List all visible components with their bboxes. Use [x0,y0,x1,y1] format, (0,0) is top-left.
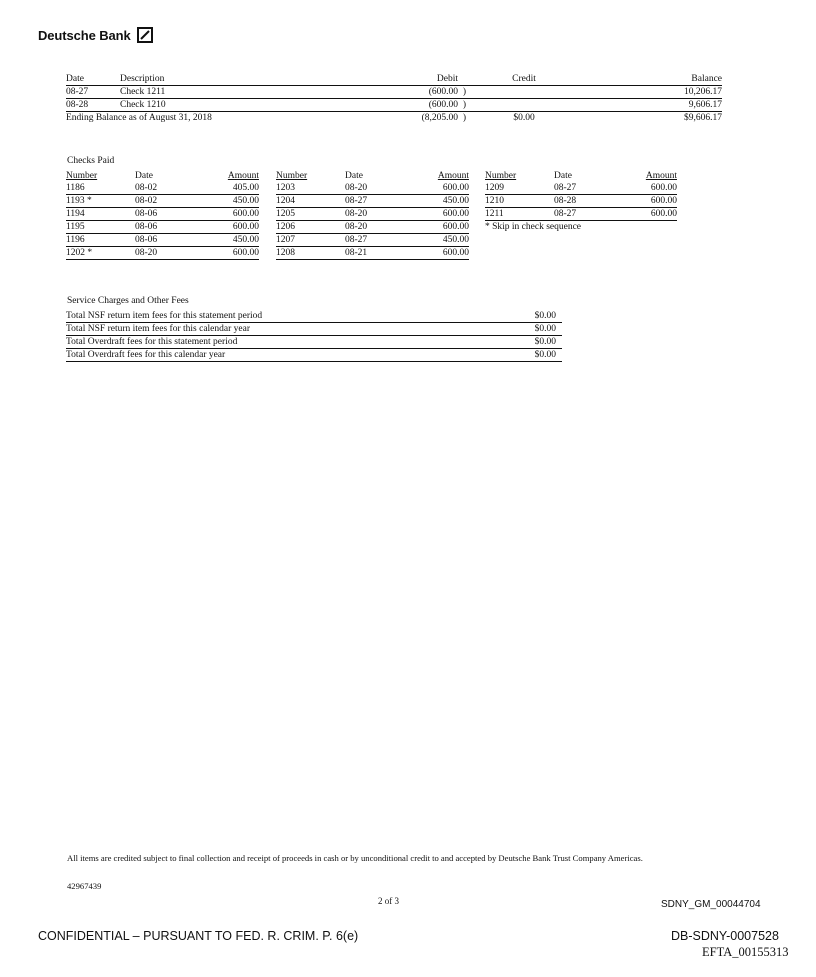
fee-row [66,336,562,349]
check-number: 1204 [276,196,295,206]
transactions-table [66,73,722,124]
check-row [66,208,259,221]
check-amount: 600.00 [650,183,677,193]
col-credit-header: Credit [512,74,536,84]
check-amount: 450.00 [232,196,259,206]
check-amount: 405.00 [232,183,259,193]
deutsche-bank-slash-icon [137,27,153,43]
ending-balance-label: Ending Balance as of August 31, 2018 [66,113,212,123]
check-date: 08-27 [345,235,368,245]
check-number: 1202 * [66,248,93,258]
check-date: 08-20 [345,222,368,232]
check-date: 08-06 [135,222,158,232]
deutsche-bank-logo [38,27,153,43]
transaction-debit: (600.00 ) [428,87,466,97]
page-number: 2 of 3 [378,896,399,906]
fee-value: $0.00 [534,350,556,360]
check-amount: 450.00 [232,235,259,245]
check-number: 1209 [485,183,504,193]
fee-label: Total NSF return item fees for this statement period [66,311,263,321]
check-number-header: Number [66,171,98,181]
check-number: 1207 [276,235,295,245]
check-number: 1210 [485,196,504,206]
checks-paid-title: Checks Paid [67,156,115,166]
check-date: 08-02 [135,196,158,206]
check-row [66,182,259,195]
check-date: 08-21 [345,248,368,258]
transaction-row [66,86,722,99]
check-row [276,247,469,260]
fee-row [66,349,562,362]
check-row [66,234,259,247]
check-date-header: Date [345,171,363,181]
transaction-row [66,99,722,112]
check-date: 08-02 [135,183,158,193]
transaction-debit: (600.00 ) [428,100,466,110]
check-amount: 600.00 [442,209,469,219]
transaction-balance: 9,606.17 [688,100,722,110]
check-number: 1194 [66,209,85,219]
check-amount: 600.00 [232,248,259,258]
check-amount: 450.00 [442,196,469,206]
check-number: 1195 [66,222,85,232]
checks-header-row [485,170,677,182]
check-row [276,208,469,221]
check-number: 1208 [276,248,295,258]
check-amount: 600.00 [650,196,677,206]
check-date: 08-20 [345,209,368,219]
check-number-header: Number [276,171,308,181]
fee-label: Total Overdraft fees for this statement period [66,337,238,347]
ending-balance-value: $9,606.17 [684,113,722,123]
check-row [485,208,677,221]
fee-value: $0.00 [534,337,556,347]
brand-name: Deutsche Bank [38,27,131,43]
check-number: 1196 [66,235,85,245]
check-date: 08-27 [554,183,577,193]
check-number: 1211 [485,209,504,219]
col-balance-header: Balance [691,74,722,84]
fees-table [66,310,562,362]
check-row [485,182,677,195]
ending-credit-total: $0.00 [513,113,535,123]
fee-label: Total NSF return item fees for this calendar year [66,324,250,334]
transaction-description: Check 1211 [120,87,166,97]
bates-efta: EFTA_00155313 [702,945,789,959]
bates-db: DB-SDNY-0007528 [671,929,779,943]
check-row [276,221,469,234]
check-number: 1206 [276,222,295,232]
check-date: 08-20 [135,248,158,258]
ending-balance-row [66,112,722,124]
check-date-header: Date [135,171,153,181]
check-date: 08-27 [345,196,368,206]
check-row [485,195,677,208]
check-amount: 600.00 [442,183,469,193]
fee-label: Total Overdraft fees for this calendar year [66,350,226,360]
check-number-header: Number [485,171,517,181]
check-row [276,182,469,195]
transaction-credit [466,99,582,111]
check-date: 08-06 [135,209,158,219]
transactions-header-row [66,73,722,86]
check-amount-header: Amount [227,171,259,181]
transaction-date: 08-28 [66,100,89,110]
check-row [276,234,469,247]
check-amount: 600.00 [232,209,259,219]
check-amount: 600.00 [232,222,259,232]
col-debit-header: Debit [436,74,458,84]
check-number: 1186 [66,183,85,193]
check-number: 1193 * [66,196,92,206]
checks-group-3 [485,170,677,233]
check-row [276,195,469,208]
transaction-balance: 10,206.17 [684,87,722,97]
check-row [66,221,259,234]
col-date-header: Date [66,74,84,84]
transaction-credit [466,86,582,98]
check-amount: 600.00 [650,209,677,219]
check-amount-header: Amount [645,171,677,181]
fee-row [66,323,562,336]
check-date-header: Date [554,171,572,181]
fee-row [66,310,562,323]
credit-disclaimer: All items are credited subject to final collection and receipt of proceeds in cash or by unconditional credit to and accepted by Deutsche Bank Trust Company Americas. [67,853,643,863]
checks-group-2 [276,170,469,260]
bates-sdny: SDNY_GM_00044704 [661,899,761,910]
account-reference: 42967439 [67,881,102,891]
check-row [66,247,259,260]
skip-sequence-note: * Skip in check sequence [485,222,582,232]
ending-debit-total: (8,205.00 ) [421,113,466,123]
col-description-header: Description [120,74,165,84]
transaction-description: Check 1210 [120,100,166,110]
check-amount: 600.00 [442,222,469,232]
checks-header-row [276,170,469,182]
confidential-notice: CONFIDENTIAL – PURSUANT TO FED. R. CRIM. P. 6(e) [38,929,359,943]
check-number: 1203 [276,183,295,193]
fees-title: Service Charges and Other Fees [67,296,189,306]
transaction-date: 08-27 [66,87,89,97]
check-amount-header: Amount [437,171,469,181]
check-number: 1205 [276,209,295,219]
check-date: 08-27 [554,209,577,219]
check-date: 08-28 [554,196,577,206]
checks-header-row [66,170,259,182]
check-amount: 600.00 [442,248,469,258]
check-row [66,195,259,208]
check-date: 08-06 [135,235,158,245]
fee-value: $0.00 [534,311,556,321]
check-amount: 450.00 [442,235,469,245]
fee-value: $0.00 [534,324,556,334]
checks-group-1 [66,170,259,260]
check-date: 08-20 [345,183,368,193]
